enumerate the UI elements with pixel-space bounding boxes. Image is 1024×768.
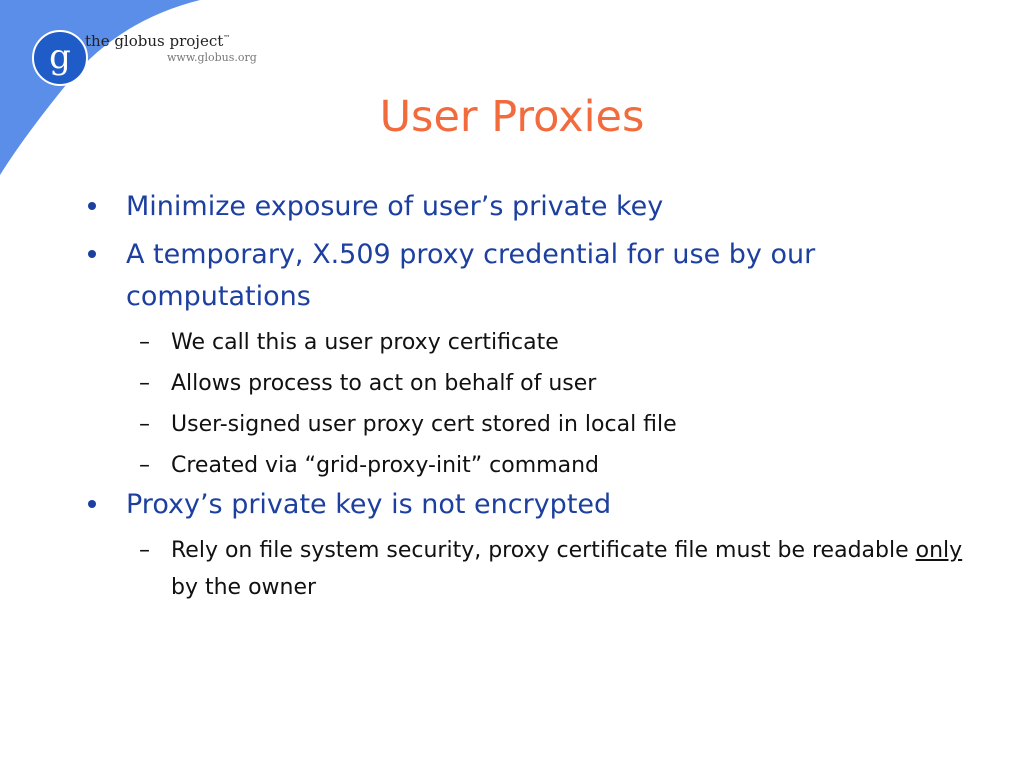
sub-bullet-text: Created via “grid-proxy-init” command bbox=[171, 453, 599, 478]
logo-url: www.globus.org bbox=[167, 51, 257, 64]
bullet-text: Minimize exposure of user’s private key bbox=[126, 191, 664, 222]
slide-title: User Proxies bbox=[379, 92, 645, 142]
sub-bullet-item bbox=[86, 324, 966, 361]
bullet-dot-icon bbox=[88, 202, 96, 210]
slide-content bbox=[86, 186, 966, 606]
logo-name: the globus project™ bbox=[85, 32, 231, 50]
sub-bullet-item bbox=[86, 447, 966, 484]
bullet-dot-icon bbox=[88, 250, 96, 258]
sub-bullet-text-after: by the owner bbox=[171, 575, 317, 600]
dash-icon: – bbox=[139, 538, 150, 563]
bullet-dot-icon bbox=[88, 500, 96, 508]
svg-text:g: g bbox=[49, 37, 71, 77]
globus-logo-icon bbox=[30, 28, 90, 88]
dash-icon: – bbox=[139, 453, 150, 478]
sub-bullet-item bbox=[86, 365, 966, 402]
bullet-text: A temporary, X.509 proxy credential for use by our computations bbox=[126, 239, 816, 312]
bullet-item bbox=[86, 484, 966, 526]
bullet-item bbox=[86, 234, 966, 318]
sub-bullet-text: Allows process to act on behalf of user bbox=[171, 371, 597, 396]
bullet-item bbox=[86, 186, 966, 228]
bullet-text: Proxy’s private key is not encrypted bbox=[126, 489, 612, 520]
dash-icon: – bbox=[139, 371, 150, 396]
dash-icon: – bbox=[139, 412, 150, 437]
sub-bullet-item bbox=[86, 406, 966, 443]
dash-icon: – bbox=[139, 330, 150, 355]
sub-bullet-emphasis: only bbox=[915, 538, 963, 563]
sub-bullet-text: We call this a user proxy certificate bbox=[171, 330, 559, 355]
sub-bullet-text-before: Rely on file system security, proxy certificate file must be readable bbox=[171, 538, 909, 563]
sub-bullet-text: User-signed user proxy cert stored in local file bbox=[171, 412, 677, 437]
sub-bullet-item bbox=[86, 532, 966, 606]
